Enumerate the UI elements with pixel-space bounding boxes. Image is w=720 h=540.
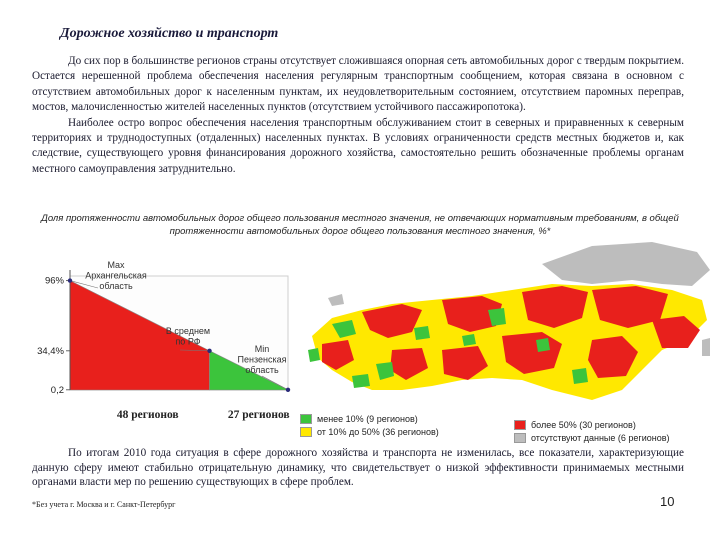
page-title: Дорожное хозяйство и транспорт: [60, 26, 279, 41]
chart-caption: Доля протяженности автомобильных дорог общего пользования местного значения, не отвечающих нормативным требованиям, в общей протяженности автомобильных дорог общего пользования местного значения, %*: [41, 213, 679, 237]
legend-item: [300, 425, 439, 438]
y-tick-label: 96%: [44, 275, 64, 287]
legend-swatch: [514, 433, 526, 443]
map-region-nodata-1: [328, 294, 344, 306]
roads-chart: [30, 258, 300, 428]
map-region-nodata-east: [542, 242, 710, 286]
legend-label: от 10% до 50% (36 регионов): [317, 426, 439, 437]
max-marker: [68, 278, 72, 282]
paragraph-1: До сих пор в большинстве регионов страны отсутствует сложившаяся опорная сеть автомобильных дорог с твердым покрытием. Остается нерешенной проблема обеспечения населения регулярным транспортным сообщением, которая связана в основном с отсутствием автомобильных дорог к населенным пунктам, их неудовлетворительным состоянием, отсутствием паромных переправ, мостов, малочисленностью жителей населенных пунктов (отсутствием устойчивого пассажиропотока).: [32, 55, 684, 114]
legend-right: [514, 418, 670, 444]
legend-label: менее 10% (9 регионов): [317, 413, 418, 424]
group-label-1: 48 регионов: [116, 409, 179, 421]
legend-swatch: [300, 427, 312, 437]
map-svg: [292, 240, 712, 412]
map-region-green-6: [308, 348, 320, 362]
legend-label: более 50% (30 регионов): [531, 419, 636, 430]
paragraph-2: Наиболее остро вопрос обеспечения населения транспортным обслуживанием стоит в северных и приравненных к северным территориях и труднодоступных (отдаленных) населенных пунктах. В условиях ограниченности средств местных бюджетов и, как следствие, существующего уровня финансирования дорожного хозяйства, самостоятельно решить обозначенные проблемы органам местного самоуправления затруднительно.: [32, 116, 684, 175]
legend-item: [514, 431, 670, 444]
annotation-max: Max Архангельская область: [85, 260, 147, 291]
legend-item: [300, 412, 439, 425]
group-label-2: 27 регионов: [227, 409, 290, 421]
avg-marker: [207, 349, 211, 353]
min-marker: [286, 388, 290, 392]
legend-swatch: [514, 420, 526, 430]
roads-chart-svg: [30, 258, 300, 428]
conclusion-paragraph: По итогам 2010 года ситуация в сфере дорожного хозяйства и транспорта не изменилась, все показатели, характеризующие данную сферу имеют стабильно отрицательную динамику, что свидетельствует о низкой эффективности принимаемых местными органами власти мер по решению существующих в сфере проблем.: [32, 447, 684, 489]
footnote: *Без учета г. Москва и г. Санкт-Петербург: [32, 500, 176, 509]
intro-text: [32, 54, 684, 177]
map-region-green-8: [536, 338, 550, 352]
conclusion-text: [32, 446, 684, 490]
annotation-avg: В среднем по РФ: [165, 326, 211, 347]
russia-regions-map: [292, 240, 712, 412]
y-tick-label: 34,4%: [37, 345, 64, 357]
map-region-green-9: [462, 334, 476, 346]
map-region-nodata-2: [702, 338, 710, 356]
map-region-green-7: [414, 326, 430, 340]
page-number: 10: [660, 494, 675, 509]
map-region-green-4: [352, 374, 370, 388]
legend-left: [300, 412, 439, 438]
legend-swatch: [300, 414, 312, 424]
map-region-green-5: [572, 368, 588, 384]
legend-item: [514, 418, 670, 431]
y-tick-label: 0,2: [50, 384, 64, 396]
legend-label: отсутствуют данные (6 регионов): [531, 432, 670, 443]
annotation-min: Min Пензенская область: [237, 344, 287, 375]
